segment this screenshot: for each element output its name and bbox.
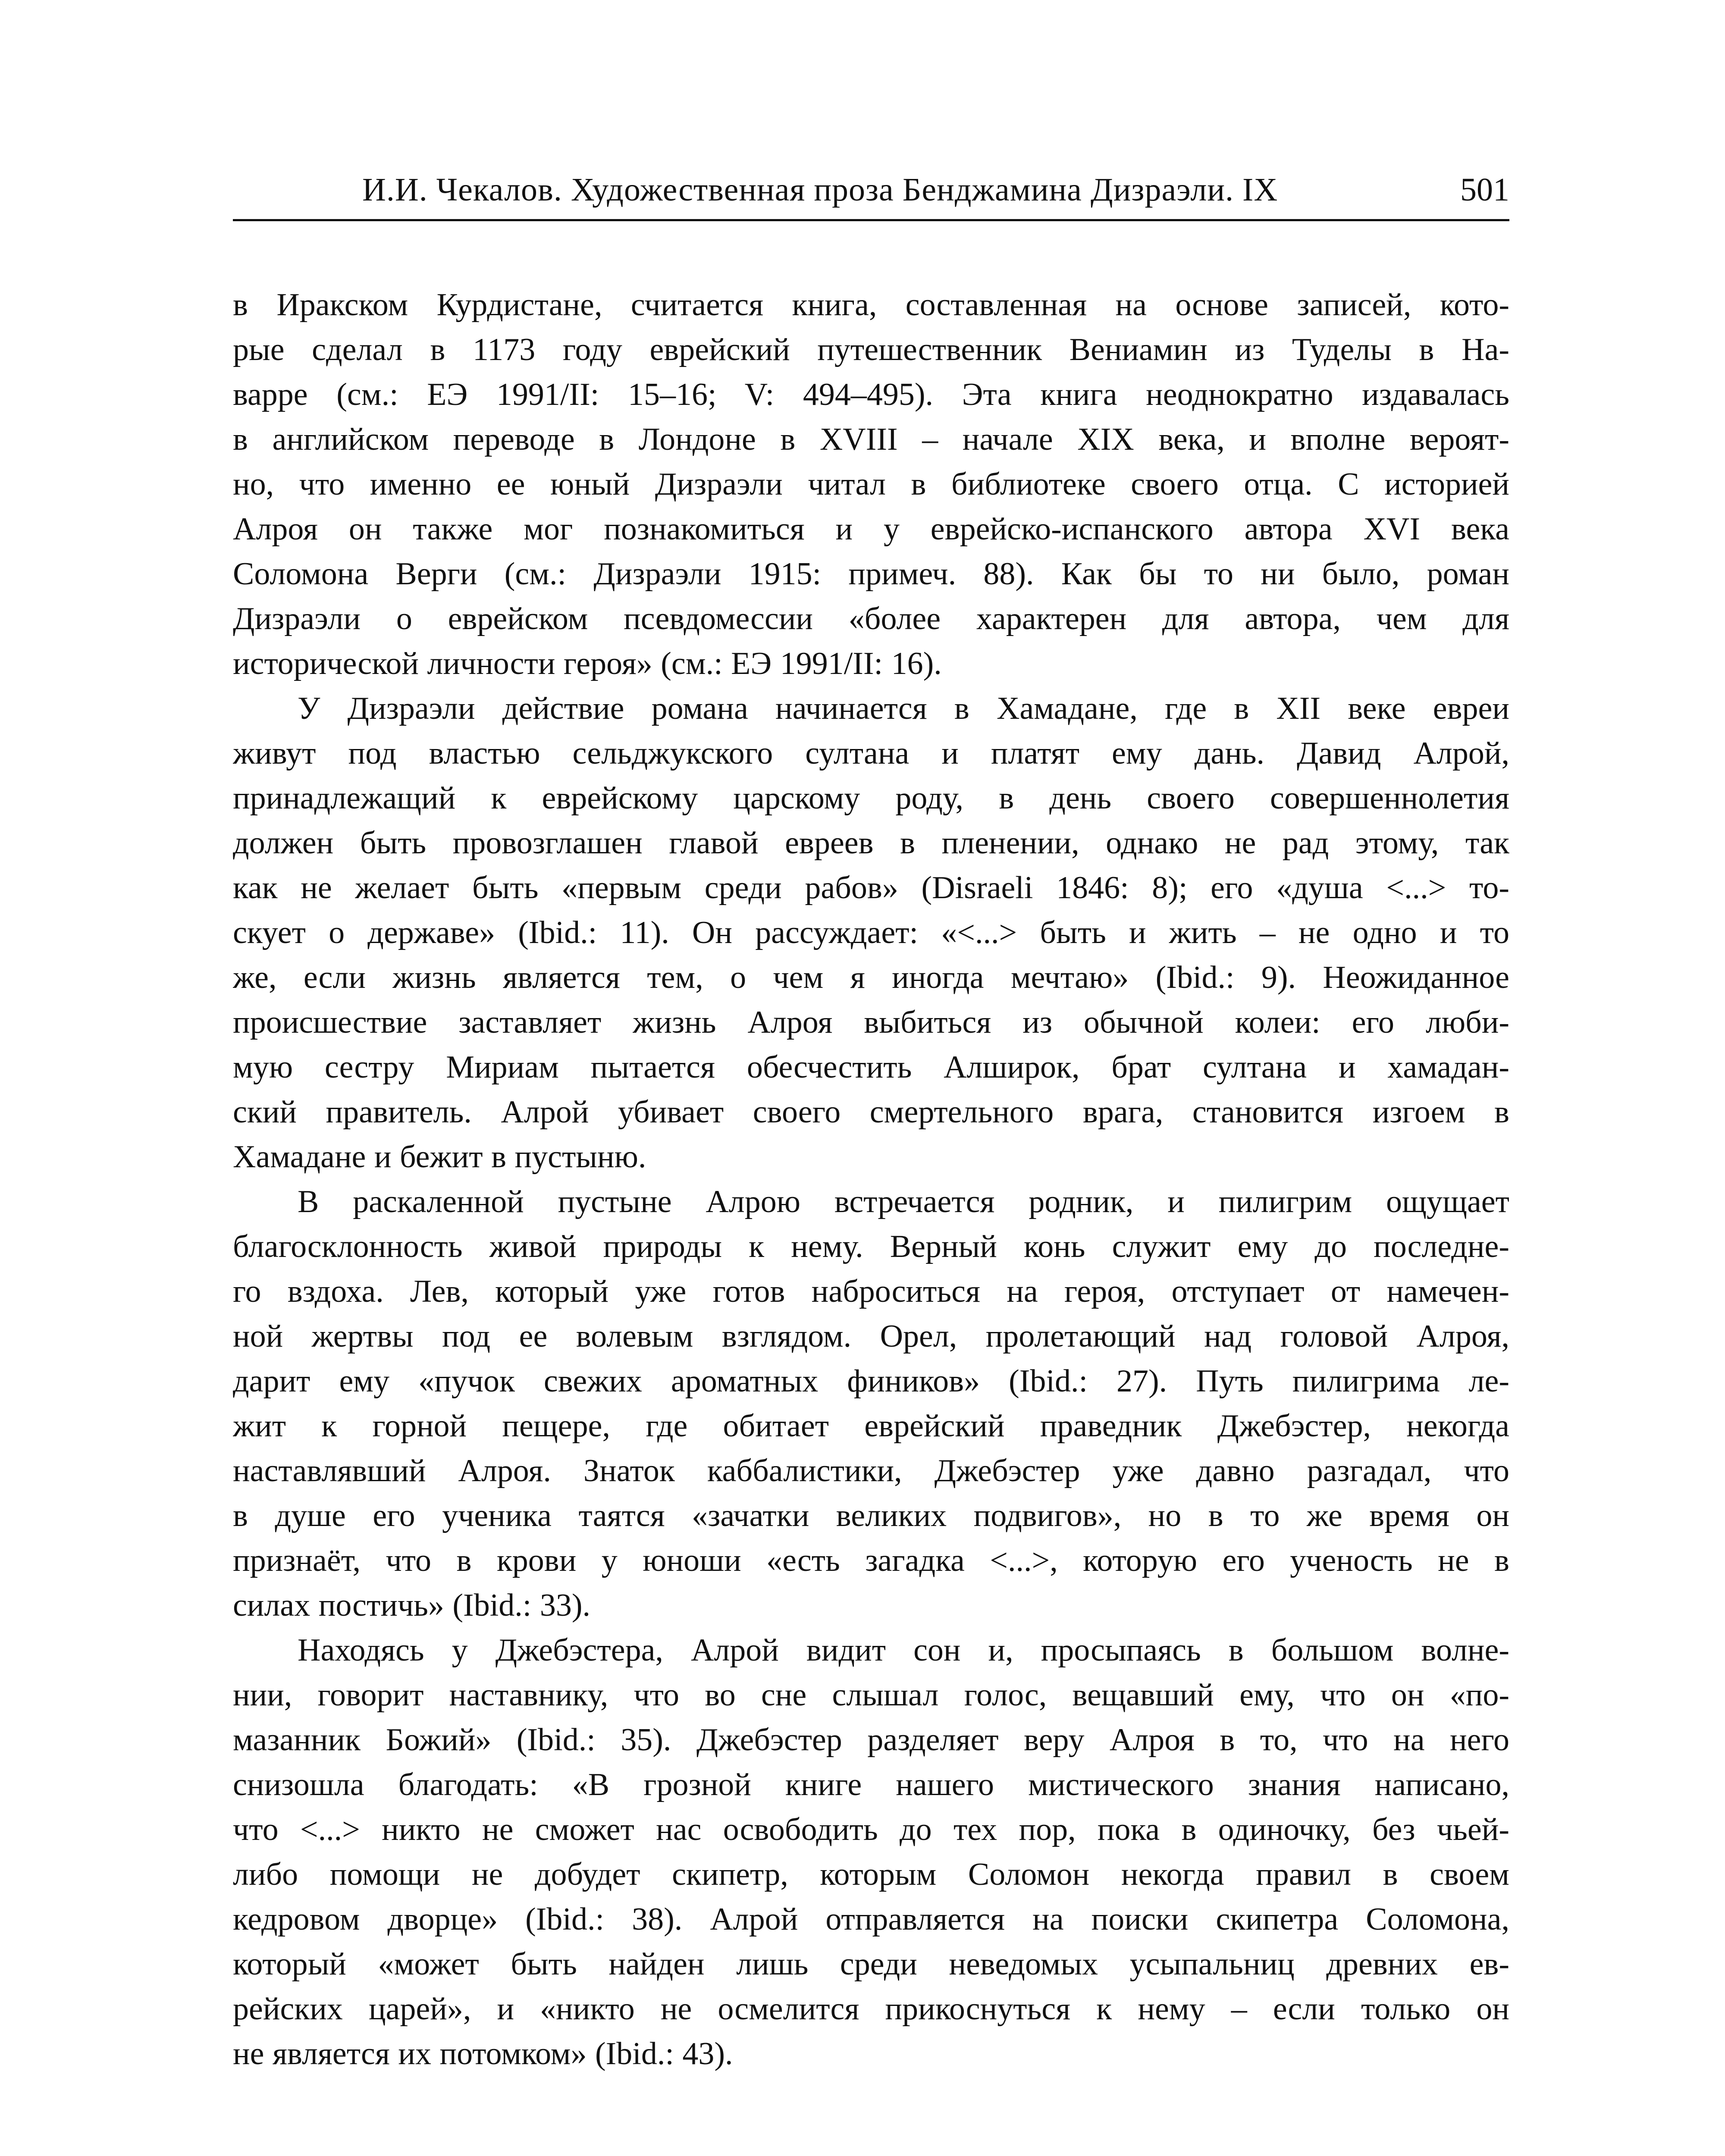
text-line: принадлежащий к еврейскому царскому роду, в день своего совершеннолетия bbox=[233, 780, 1509, 816]
text-line: либо помощи не добудет скипетр, которым Соломон некогда правил в своем bbox=[233, 1857, 1509, 1892]
text-line: происшествие заставляет жизнь Алроя выбиться из обычной колеи: его люби- bbox=[233, 1005, 1509, 1040]
text-line: Алроя он также мог познакомиться и у еврейско-испанского автора XVI века bbox=[233, 511, 1509, 547]
text-line: ский правитель. Алрой убивает своего смертельного врага, становится изгоем в bbox=[233, 1094, 1509, 1130]
text-line: признаёт, что в крови у юноши «есть загадка <...>, которую его ученость не в bbox=[233, 1543, 1509, 1578]
page-number: 501 bbox=[1460, 172, 1509, 208]
text-line: как не желает быть «первым среди рабов» (Disraeli 1846: 8); его «душа <...> то- bbox=[233, 870, 1509, 906]
running-title: И.И. Чекалов. Художественная проза Бенджамина Дизраэли. IX bbox=[362, 172, 1278, 208]
text-line: В раскаленной пустыне Алрою встречается родник, и пилигрим ощущает bbox=[298, 1184, 1509, 1219]
text-line: ной жертвы под ее волевым взглядом. Орел, пролетающий над головой Алроя, bbox=[233, 1319, 1509, 1354]
text-line: наставлявший Алроя. Знаток каббалистики, Джебэстер уже давно разгадал, что bbox=[233, 1453, 1509, 1489]
text-line: же, если жизнь является тем, о чем я иногда мечтаю» (Ibid.: 9). Неожиданное bbox=[233, 960, 1509, 995]
body-text bbox=[233, 282, 1509, 2076]
text-line: живут под властью сельджукского султана и платят ему дань. Давид Алрой, bbox=[233, 736, 1509, 771]
text-line: в английском переводе в Лондоне в XVIII – начале XIX века, и вполне вероят- bbox=[233, 422, 1509, 457]
text-line: что <...> никто не сможет нас освободить до тех пор, пока в одиночку, без чьей- bbox=[233, 1812, 1509, 1847]
paragraph bbox=[233, 282, 1509, 686]
text-line: кедровом дворце» (Ibid.: 38). Алрой отправляется на поиски скипетра Соломона, bbox=[233, 1902, 1509, 1937]
text-line: дарит ему «пучок свежих ароматных фиников» (Ibid.: 27). Путь пилигрима ле- bbox=[233, 1363, 1509, 1399]
text-line: благосклонность живой природы к нему. Верный конь служит ему до последне- bbox=[233, 1229, 1509, 1264]
text-line: Соломона Верги (см.: Дизраэли 1915: примеч. 88). Как бы то ни было, роман bbox=[233, 556, 1509, 592]
paragraph bbox=[233, 686, 1509, 1179]
text-line: но, что именно ее юный Дизраэли читал в библиотеке своего отца. С историей bbox=[233, 467, 1509, 502]
text-line: Дизраэли о еврейском псевдомессии «более характерен для автора, чем для bbox=[233, 601, 1509, 636]
text-line: нии, говорит наставнику, что во сне слышал голос, вещавший ему, что он «по- bbox=[233, 1677, 1509, 1713]
text-line: У Дизраэли действие романа начинается в Хамадане, где в XII веке евреи bbox=[298, 691, 1509, 726]
paragraph bbox=[233, 1628, 1509, 2076]
text-line: мую сестру Мириам пытается обесчестить Алширок, брат султана и хамадан- bbox=[233, 1050, 1509, 1085]
text-line: Хамадане и бежит в пустыню. bbox=[233, 1139, 646, 1175]
text-line: варре (см.: ЕЭ 1991/II: 15–16; V: 494–495). Эта книга неоднократно издавалась bbox=[233, 377, 1509, 412]
text-line: го вздоха. Лев, который уже готов наброситься на героя, отступает от намечен- bbox=[233, 1274, 1509, 1309]
text-line: силах постичь» (Ibid.: 33). bbox=[233, 1588, 590, 1623]
text-line: рые сделал в 1173 году еврейский путешественник Вениамин из Туделы в На- bbox=[233, 332, 1509, 367]
text-line: снизошла благодать: «В грозной книге нашего мистического знания написано, bbox=[233, 1767, 1509, 1802]
text-line: жит к горной пещере, где обитает еврейский праведник Джебэстер, некогда bbox=[233, 1408, 1509, 1444]
text-line: в Иракском Курдистане, считается книга, составленная на основе записей, кото- bbox=[233, 287, 1509, 323]
text-line: который «может быть найден лишь среди неведомых усыпальниц древних ев- bbox=[233, 1946, 1509, 1982]
text-line: в душе его ученика таятся «зачатки великих подвигов», но в то же время он bbox=[233, 1498, 1509, 1533]
text-line: исторической личности героя» (см.: ЕЭ 1991/II: 16). bbox=[233, 646, 942, 681]
text-line: должен быть провозглашен главой евреев в пленении, однако не рад этому, так bbox=[233, 825, 1509, 861]
text-line: не является их потомком» (Ibid.: 43). bbox=[233, 2036, 733, 2071]
text-line: скует о державе» (Ibid.: 11). Он рассуждает: «<...> быть и жить – не одно и то bbox=[233, 915, 1509, 950]
running-header bbox=[233, 166, 1509, 218]
text-line: рейских царей», и «никто не осмелится прикоснуться к нему – если только он bbox=[233, 1991, 1509, 2027]
text-line: мазанник Божий» (Ibid.: 35). Джебэстер разделяет веру Алроя в то, что на него bbox=[233, 1722, 1509, 1758]
header-rule bbox=[233, 219, 1509, 221]
paragraph bbox=[233, 1179, 1509, 1628]
text-line: Находясь у Джебэстера, Алрой видит сон и, просыпаясь в большом волне- bbox=[298, 1633, 1509, 1668]
